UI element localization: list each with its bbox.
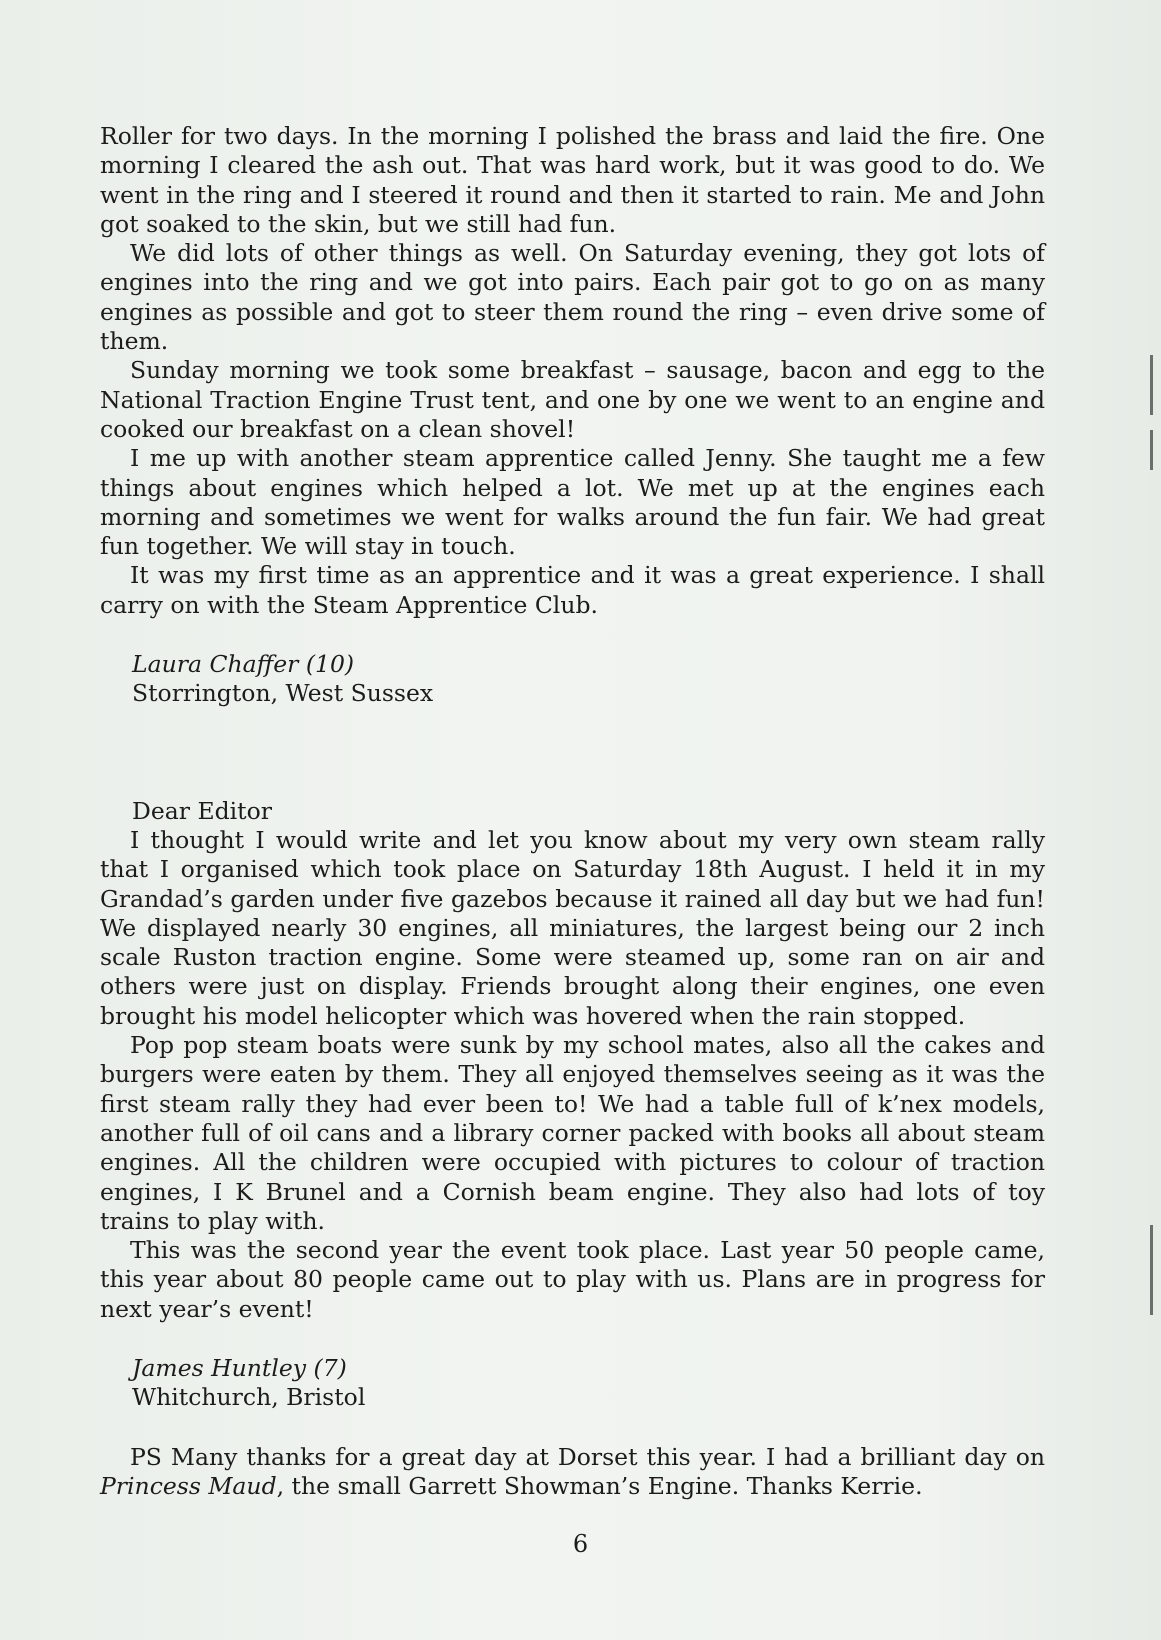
letter1-paragraph-5: It was my first time as an apprentice and it was a great experience. I shall carry on with the Steam Apprentice Club. xyxy=(100,561,1045,619)
ps-text-after: , the small Garrett Showman’s Engine. Thanks Kerrie. xyxy=(276,1471,923,1500)
letter-laura xyxy=(100,122,1045,709)
page-number: 6 xyxy=(572,1530,589,1558)
letter-separator xyxy=(100,709,1045,797)
letter1-signature xyxy=(100,650,1045,709)
letter1-paragraph-3: Sunday morning we took some breakfast – sausage, bacon and egg to the National Traction Engine Trust tent, and one by one we went to an engine and cooked our breakfast on a clean shovel! xyxy=(100,356,1045,443)
letter1-paragraph-1: Roller for two days. In the morning I polished the brass and laid the fire. One morning I cleared the ash out. That was hard work, but it was good to do. We went in the ring and I steered it round and then it started to rain. Me and John got soaked to the skin, but we still had fun. xyxy=(100,122,1045,238)
letter-james xyxy=(100,797,1045,1502)
letter2-signature-place: Whitchurch, Bristol xyxy=(132,1383,366,1412)
letter2-paragraph-1: I thought I would write and let you know about my very own steam rally that I organised which took place on Saturday 18th August. I held it in my Grandad’s garden under five gazebos because it rained all day but we had fun! We displayed nearly 30 engines, all miniatures, the largest being our 2 inch scale Ruston traction engine. Some were steamed up, some ran on air and others were just on display. Friends brought along their engines, one even brought his model helicopter which was hovered when the rain stopped. xyxy=(100,825,1045,1030)
letter2-postscript xyxy=(100,1443,1045,1502)
letter2-salutation: Dear Editor xyxy=(132,796,273,825)
letter2-paragraph-3: This was the second year the event took place. Last year 50 people came, this year about 80 people came out to play with us. Plans are in progress for next year’s event! xyxy=(100,1236,1045,1323)
letter2-paragraph-2: Pop pop steam boats were sunk by my school mates, also all the cakes and burgers were eaten by them. They all enjoyed themselves seeing as it was the first steam rally they had ever been to! We had a table full of k’nex models, another full of oil cans and a library corner packed with books all about steam engines. All the children were occupied with pictures to colour of traction engines, I K Brunel and a Cornish beam engine. They also had lots of toy trains to play with. xyxy=(100,1031,1045,1235)
binding-mark-1 xyxy=(1150,355,1153,415)
ps-text-before: PS Many thanks for a great day at Dorset this year. I had a brilliant day on xyxy=(130,1442,1045,1471)
letter2-signature-name: James Huntley (7) xyxy=(132,1353,347,1382)
binding-mark-2 xyxy=(1150,430,1153,470)
binding-mark-3 xyxy=(1150,1225,1153,1315)
letter2-signature xyxy=(100,1354,1045,1413)
letter1-signature-place: Storrington, West Sussex xyxy=(132,679,434,708)
letter1-paragraph-4: I me up with another steam apprentice called Jenny. She taught me a few things about engines which helped a lot. We met up at the engines each morning and sometimes we went for walks around the fun fair. We had great fun together. We will stay in touch. xyxy=(100,444,1045,561)
ps-spacer xyxy=(100,1413,1045,1443)
letter1-signature-name: Laura Chaffer (10) xyxy=(132,650,355,679)
letter1-paragraph-2: We did lots of other things as well. On Saturday evening, they got lots of engines into the ring and we got into pairs. Each pair got to go on as many engines as possible and got to steer them round the ring – even drive some of them. xyxy=(100,239,1045,356)
ps-engine-name: Princess Maud xyxy=(100,1471,277,1500)
letters-column xyxy=(100,122,1045,1501)
